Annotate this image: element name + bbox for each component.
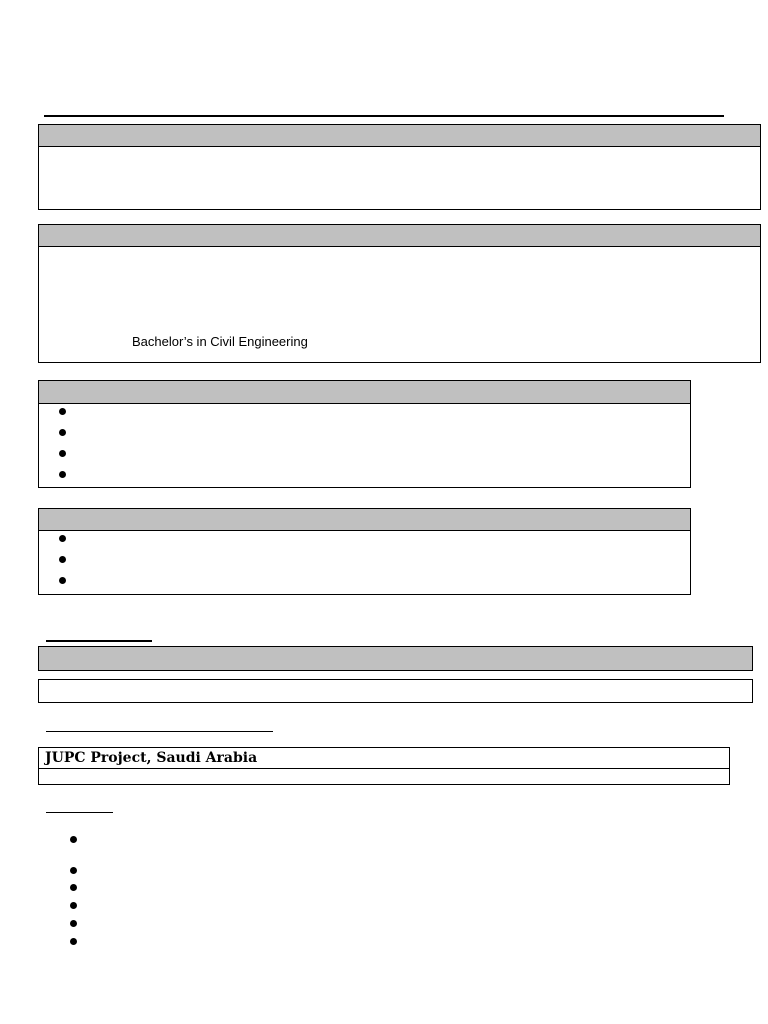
section-box-3 [38,380,691,488]
education-section [38,224,761,363]
project-title-row [38,747,730,769]
project-title: JUPC Project, Saudi Arabia [45,750,258,766]
bullet-icon [59,535,66,542]
heading-underline-1 [46,640,152,642]
bullet-icon [59,450,66,457]
project-detail-row [38,768,730,785]
section-header-3 [39,381,690,404]
bullet-icon [70,902,77,909]
section-box-1 [38,124,761,210]
bullet-icon [70,920,77,927]
heading-underline-2 [46,731,273,732]
gray-band [38,646,753,671]
section-header-4 [39,509,690,531]
bullet-icon [70,836,77,843]
bullet-icon [59,577,66,584]
section-header-1 [39,125,760,147]
bullet-icon [70,884,77,891]
bullet-icon [59,429,66,436]
bullet-icon [59,408,66,415]
bullet-icon [70,938,77,945]
empty-row [38,679,753,703]
degree-text: Bachelor’s in Civil Engineering [132,334,308,349]
bullet-icon [70,867,77,874]
section-box-4 [38,508,691,595]
heading-underline-3 [46,812,113,813]
education-header [39,225,760,247]
top-rule [44,115,724,117]
bullet-icon [59,471,66,478]
bullet-icon [59,556,66,563]
